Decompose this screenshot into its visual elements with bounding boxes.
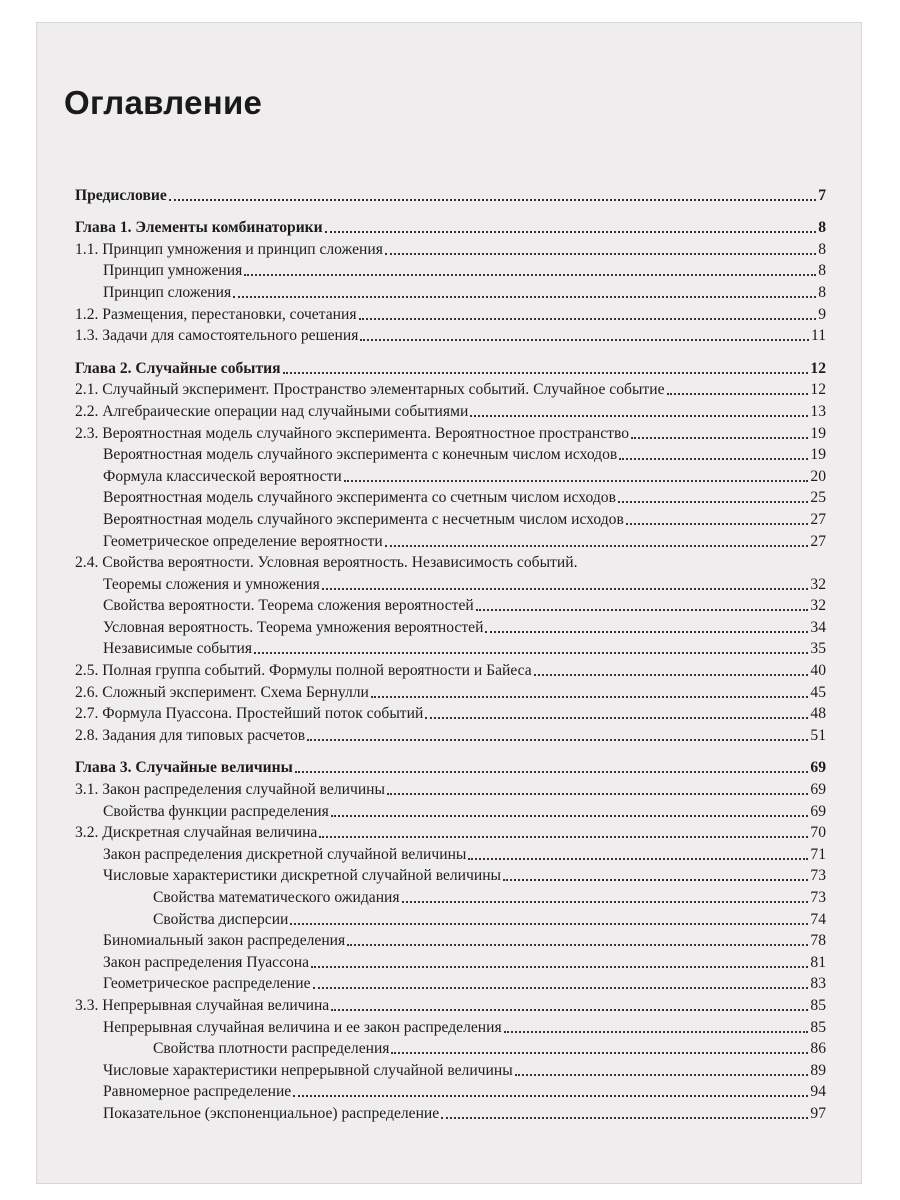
dot-leader: [515, 1074, 809, 1076]
toc-entry-page-number: 32: [810, 575, 826, 593]
toc-entry-label: 2.3. Вероятностная модель случайного эксперимента. Вероятностное пространство: [75, 424, 630, 442]
dot-leader: [619, 458, 808, 460]
toc-entry[interactable]: [75, 908, 826, 930]
toc-entry-page-number: 74: [810, 910, 826, 928]
toc-entry[interactable]: [75, 681, 826, 703]
toc-entry-label: 3.2. Дискретная случайная величина: [75, 824, 318, 842]
toc-entry-page-number: 51: [810, 726, 826, 744]
toc-entry[interactable]: [75, 379, 826, 401]
toc-entry-label: Глава 1. Элементы комбинаторики: [75, 219, 323, 237]
toc-entry-label: Вероятностная модель случайного эксперимента с конечным числом исходов: [103, 446, 618, 464]
toc-entry[interactable]: [75, 400, 826, 422]
toc-entry-page-number: 19: [810, 424, 826, 442]
toc-entry-label: Свойства математического ожидания: [153, 889, 400, 906]
dot-leader: [319, 836, 808, 838]
toc-entry-page-number: 9: [818, 305, 826, 323]
dot-leader: [485, 631, 808, 633]
toc-entry-page-number: 89: [810, 1061, 826, 1079]
toc-entry[interactable]: [75, 357, 826, 379]
toc-entry[interactable]: [75, 724, 826, 746]
toc-entry-page-number: 48: [810, 705, 826, 723]
dot-leader: [504, 1031, 809, 1033]
toc-entry[interactable]: [75, 303, 826, 325]
toc-entry-label: Свойства дисперсии: [153, 910, 289, 928]
section-gap: [75, 206, 826, 217]
toc-entry-label: Предисловие: [75, 186, 167, 204]
dot-leader: [331, 1009, 808, 1011]
toc-entry[interactable]: [75, 1081, 826, 1103]
toc-entry-page-number: 69: [810, 781, 826, 799]
toc-entry[interactable]: [75, 1016, 826, 1038]
toc-entry[interactable]: [75, 487, 826, 509]
toc-entry-label: Геометрическое распределение: [103, 975, 311, 993]
dot-leader: [295, 771, 809, 773]
toc-entry-page-number: 69: [810, 802, 826, 820]
dot-leader: [325, 231, 817, 233]
toc-entry-label: Числовые характеристики дискретной случайной величины: [103, 867, 502, 885]
toc-entry[interactable]: [75, 238, 826, 260]
toc-entry-label: 1.3. Задачи для самостоятельного решения: [75, 327, 359, 345]
dot-leader: [667, 393, 809, 395]
toc-entry-page-number: 12: [810, 359, 826, 377]
toc-entry-label: Закон распределения Пуассона: [103, 953, 310, 971]
toc-entry-label: 3.3. Непрерывная случайная величина: [75, 996, 330, 1014]
toc-entry-page-number: 32: [810, 597, 826, 615]
toc-entry-page-number: 85: [810, 1018, 826, 1036]
toc-entry-label: 2.6. Сложный эксперимент. Схема Бернулли: [75, 683, 369, 701]
toc-entry-label: Вероятностная модель случайного эксперимента с несчетным числом исходов: [103, 510, 624, 528]
page-title: Оглавление: [64, 84, 263, 121]
toc-entry-label: Геометрическое определение вероятности: [103, 532, 383, 550]
dot-leader: [631, 437, 808, 439]
dot-leader: [618, 501, 808, 503]
toc-entry[interactable]: [75, 573, 826, 595]
toc-entry[interactable]: [75, 659, 826, 681]
dot-leader: [402, 901, 809, 903]
toc-entry-label: Принцип умножения: [103, 262, 243, 280]
dot-leader: [385, 253, 816, 255]
dot-leader: [313, 987, 809, 989]
toc-entry-label: Принцип сложения: [103, 283, 232, 301]
dot-leader: [254, 652, 808, 654]
dot-leader: [347, 944, 808, 946]
toc-entry[interactable]: [75, 843, 826, 865]
toc-entry[interactable]: [75, 422, 826, 444]
dot-leader: [293, 1095, 808, 1097]
toc-entry-page-number: 8: [818, 283, 826, 301]
toc-entry-label: Теоремы сложения и умножения: [103, 575, 320, 593]
toc-entry[interactable]: [75, 886, 826, 908]
toc-entry-page-number: 27: [810, 510, 826, 528]
toc-entry[interactable]: [75, 184, 826, 206]
toc-entry-page-number: 83: [810, 975, 826, 993]
dot-leader: [283, 372, 809, 374]
toc-entry-page-number: 13: [810, 402, 826, 420]
toc-entry[interactable]: [75, 865, 826, 887]
toc-entry[interactable]: [75, 444, 826, 466]
toc-entry[interactable]: [75, 595, 826, 617]
toc-entry-label: Вероятностная модель случайного эксперимента со счетным числом исходов: [103, 489, 616, 507]
toc-entry[interactable]: [75, 638, 826, 660]
toc-entry-label: Глава 2. Случайные события: [75, 359, 281, 377]
toc-entry-page-number: 20: [810, 467, 826, 485]
toc-entry[interactable]: [75, 281, 826, 303]
toc-entry[interactable]: [75, 757, 826, 779]
dot-leader: [476, 609, 809, 611]
toc-entry[interactable]: [75, 1102, 826, 1124]
toc-entry[interactable]: [75, 778, 826, 800]
toc-entry-label: 2.4. Свойства вероятности. Условная вероятность. Независимость событий.: [75, 554, 578, 572]
toc-entry[interactable]: [75, 616, 826, 638]
toc-entry-label: Биномиальный закон распределения: [103, 932, 346, 950]
dot-leader: [470, 415, 808, 417]
toc-entry-label: Свойства функции распределения: [103, 802, 329, 820]
toc-entry-label: 2.8. Задания для типовых расчетов: [75, 726, 306, 744]
toc-entry[interactable]: [75, 217, 826, 239]
toc-entry-page-number: 71: [810, 845, 826, 863]
toc-entry-label: Непрерывная случайная величина и ее закон распределения: [103, 1018, 502, 1036]
toc-entry[interactable]: [75, 822, 826, 844]
toc-entry-page-number: 11: [810, 327, 826, 345]
toc-entry[interactable]: [75, 465, 826, 487]
toc-entry-label: Формула классической вероятности: [103, 467, 342, 485]
dot-leader: [387, 793, 808, 795]
toc-entry[interactable]: [75, 260, 826, 282]
toc-entry-page-number: 85: [810, 996, 826, 1014]
toc-entry-page-number: 69: [810, 759, 826, 777]
toc-entry-label: 1.1. Принцип умножения и принцип сложения: [75, 240, 383, 258]
dot-leader: [468, 858, 808, 860]
toc-entry-page-number: 8: [818, 240, 826, 258]
toc-entry-label: Глава 3. Случайные величины: [75, 759, 293, 777]
toc-entry[interactable]: [75, 530, 826, 552]
toc-entry[interactable]: [75, 552, 826, 574]
dot-leader: [391, 1052, 808, 1054]
toc-entry-label: 2.5. Полная группа событий. Формулы полной вероятности и Байеса: [75, 662, 532, 680]
dot-leader: [441, 1117, 808, 1119]
dot-leader: [233, 296, 816, 298]
dot-leader: [385, 545, 809, 547]
dot-leader: [425, 717, 808, 719]
toc-entry-page-number: 8: [818, 262, 826, 280]
dot-leader: [322, 588, 809, 590]
toc-entry-label: 3.1. Закон распределения случайной величины: [75, 781, 385, 799]
toc-entry-label: 1.2. Размещения, перестановки, сочетания: [75, 305, 357, 323]
toc-entry-page-number: 97: [810, 1104, 826, 1122]
toc-entry-page-number: 27: [810, 532, 826, 550]
toc-entry-label: Закон распределения дискретной случайной величины: [103, 845, 467, 863]
toc-entry-page-number: 40: [810, 662, 826, 680]
toc-entry[interactable]: [75, 508, 826, 530]
toc-entry-page-number: 19: [810, 446, 826, 464]
toc-entry-page-number: 8: [818, 219, 826, 237]
toc-entry-label: 2.1. Случайный эксперимент. Пространство элементарных событий. Случайное событие: [75, 381, 665, 399]
dot-leader: [534, 674, 809, 676]
toc-entry-page-number: 78: [810, 932, 826, 950]
toc-entry-page-number: 81: [810, 953, 826, 971]
table-of-contents: [75, 184, 826, 1124]
toc-entry[interactable]: [75, 994, 826, 1016]
toc-entry-page-number: 7: [818, 186, 826, 204]
toc-entry-page-number: 73: [810, 867, 826, 885]
toc-entry-label: Равномерное распределение: [103, 1083, 292, 1101]
toc-entry-page-number: 94: [810, 1083, 826, 1101]
toc-entry-page-number: 70: [810, 824, 826, 842]
toc-entry-page-number: 34: [810, 618, 826, 636]
dot-leader: [626, 523, 809, 525]
toc-entry-label: Независимые события: [103, 640, 253, 658]
toc-entry[interactable]: [75, 951, 826, 973]
toc-entry[interactable]: [75, 703, 826, 725]
toc-entry-page-number: 35: [810, 640, 826, 658]
toc-entry[interactable]: [75, 973, 826, 995]
dot-leader: [331, 815, 809, 817]
toc-entry[interactable]: [75, 1059, 826, 1081]
toc-entry-label: Свойства вероятности. Теорема сложения вероятностей: [103, 597, 474, 615]
toc-entry[interactable]: [75, 930, 826, 952]
toc-entry-page-number: 86: [810, 1040, 826, 1058]
dot-leader: [344, 480, 809, 482]
toc-entry-label: Показательное (экспоненциальное) распределение: [103, 1104, 440, 1122]
dot-leader: [244, 274, 816, 276]
toc-entry-label: Числовые характеристики непрерывной случайной величины: [103, 1061, 513, 1079]
toc-entry-label: Условная вероятность. Теорема умножения вероятностей: [103, 618, 484, 636]
toc-entry-label: Свойства плотности распределения: [153, 1040, 390, 1058]
dot-leader: [371, 696, 809, 698]
dot-leader: [311, 966, 808, 968]
toc-entry-page-number: 73: [810, 889, 826, 906]
toc-entry-page-number: 25: [810, 489, 826, 507]
dot-leader: [169, 199, 816, 201]
toc-entry-page-number: 45: [810, 683, 826, 701]
toc-entry-page-number: 12: [810, 381, 826, 399]
section-gap: [75, 346, 826, 357]
toc-entry[interactable]: [75, 325, 826, 347]
toc-entry[interactable]: [75, 800, 826, 822]
dot-leader: [359, 318, 817, 320]
dot-leader: [360, 339, 809, 341]
section-gap: [75, 746, 826, 757]
toc-entry-label: 2.2. Алгебраические операции над случайными событиями: [75, 402, 469, 420]
dot-leader: [307, 739, 808, 741]
toc-entry-label: 2.7. Формула Пуассона. Простейший поток событий: [75, 705, 424, 723]
dot-leader: [290, 923, 808, 925]
dot-leader: [503, 879, 808, 881]
toc-entry[interactable]: [75, 1038, 826, 1060]
